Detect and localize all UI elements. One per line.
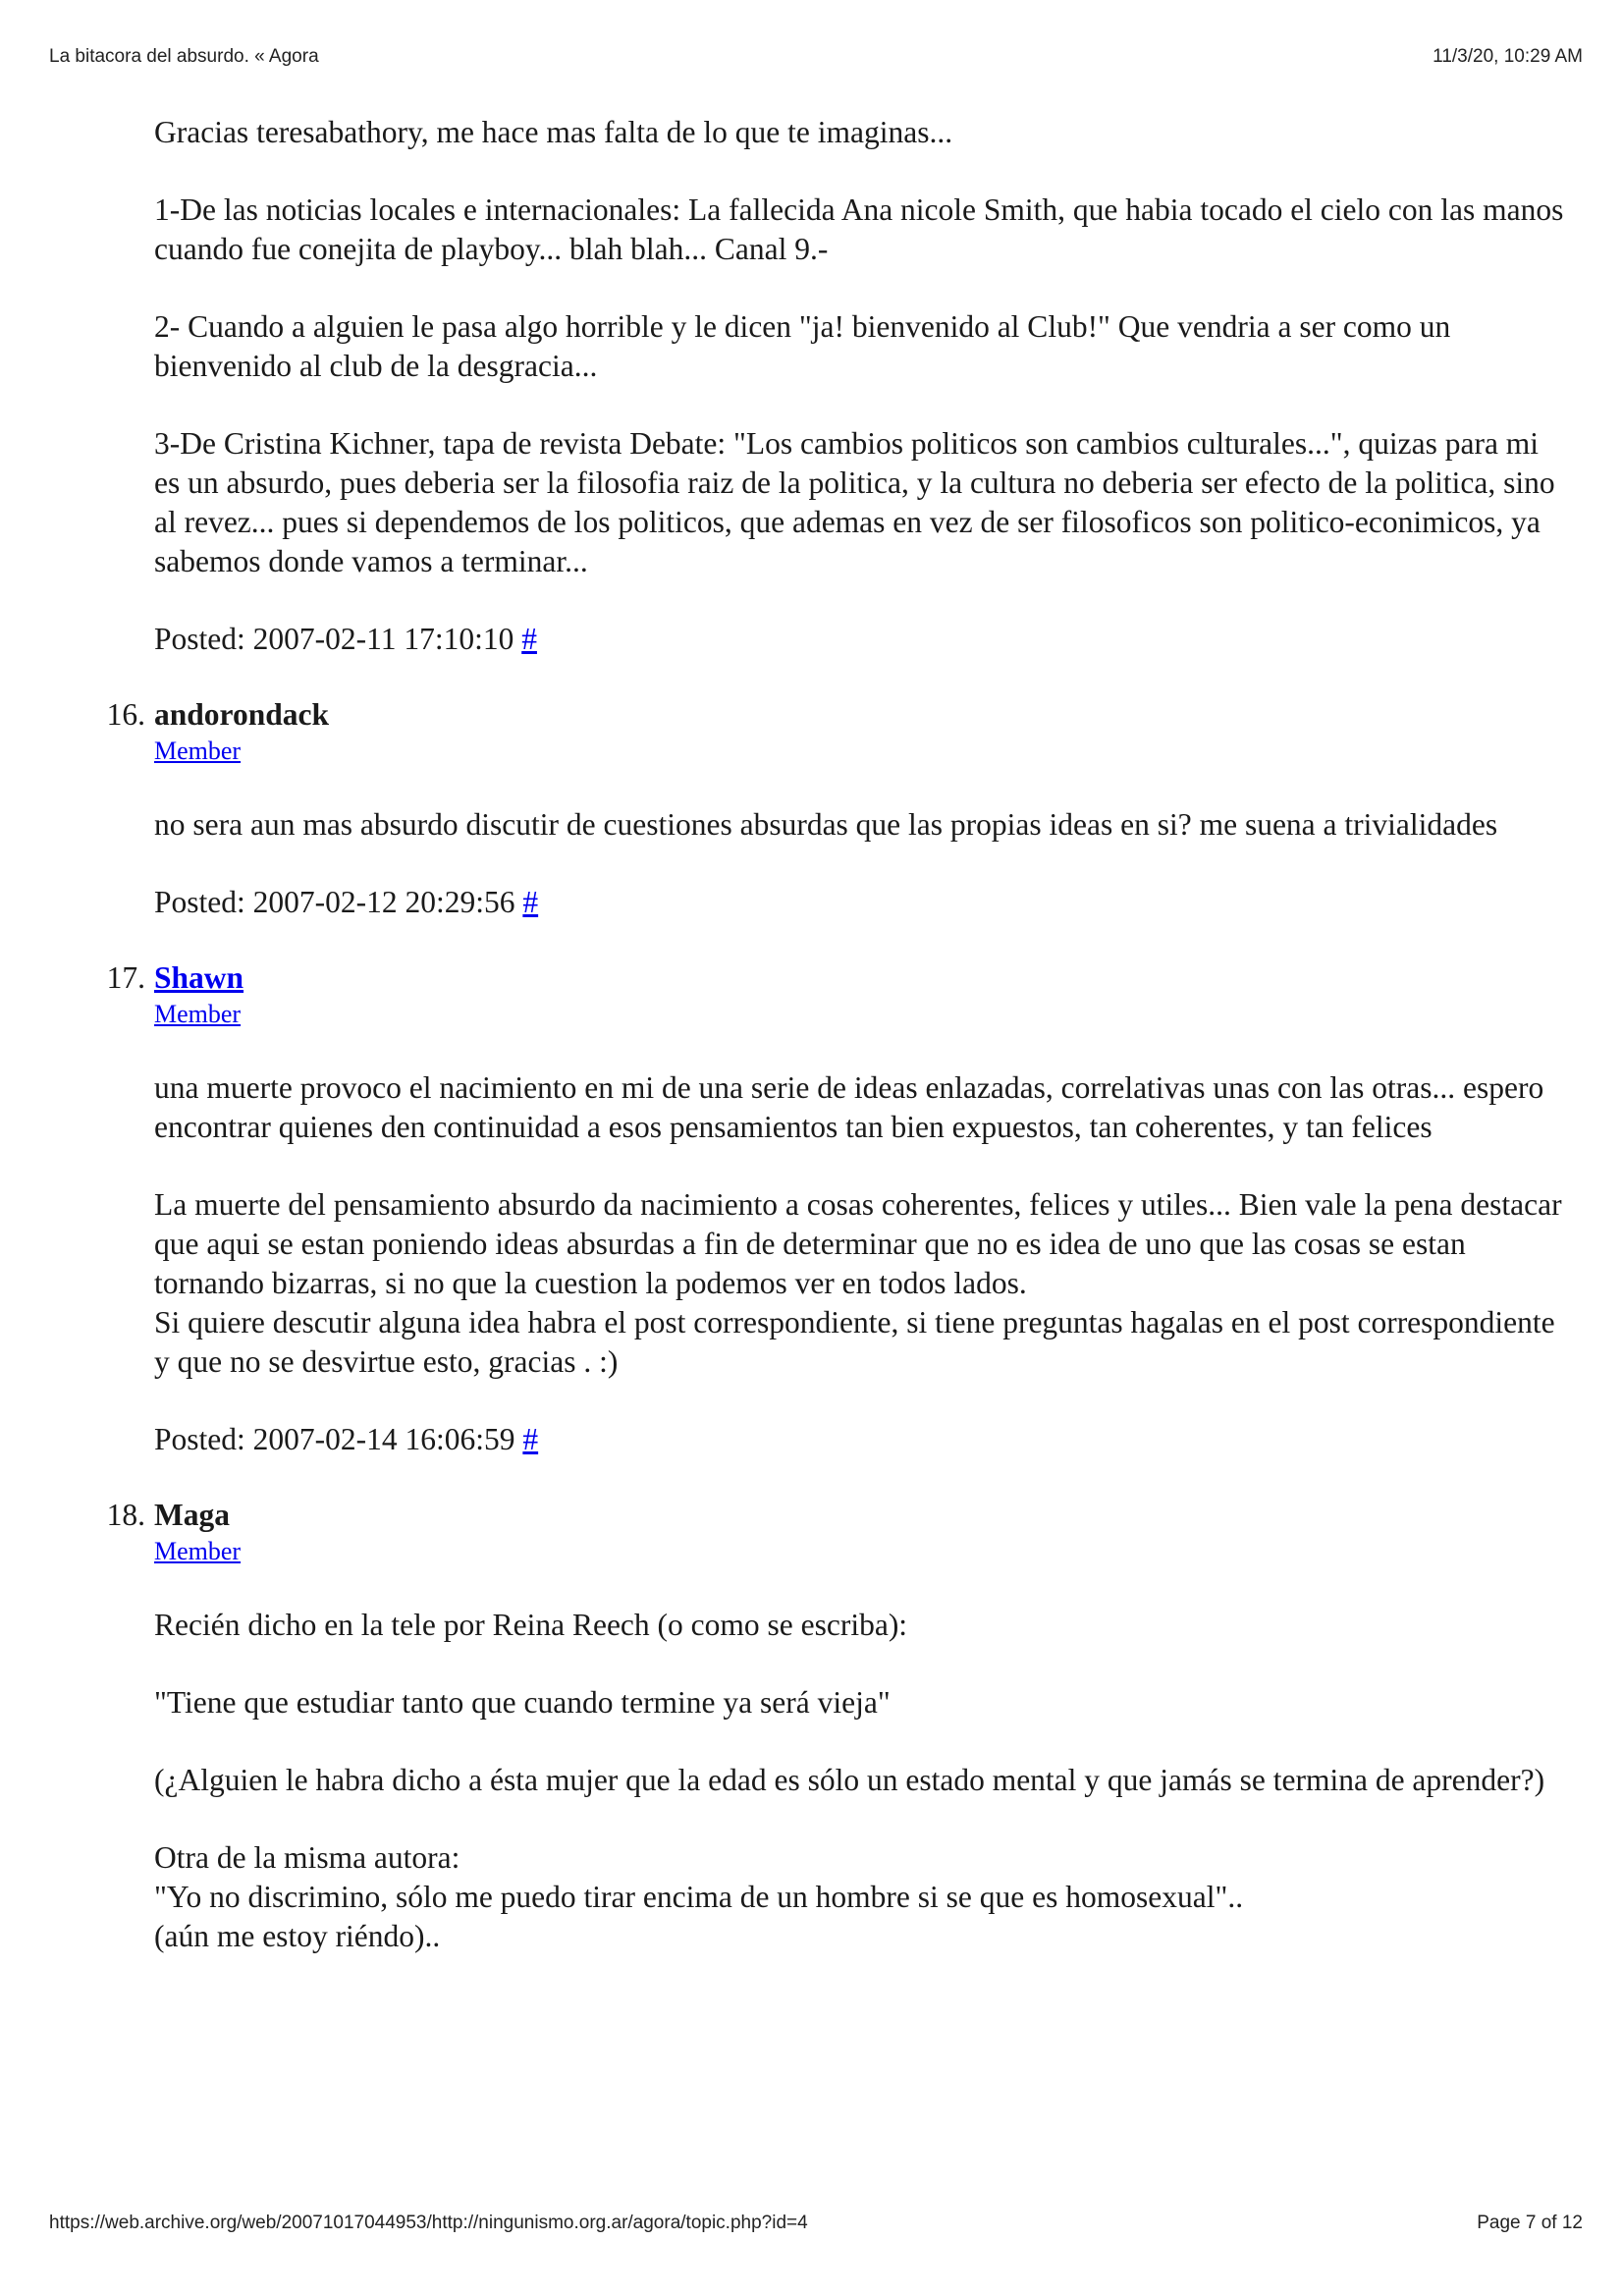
comment-paragraph: 1-De las noticias locales e internacionales: La fallecida Ana nicole Smith, que habia tocado el cielo con las manos cuando fue conejita de playboy... blah blah... Canal 9.- [154, 192, 1564, 266]
posted-text: Posted: 2007-02-11 17:10:10 [154, 622, 514, 656]
post-timestamp [154, 620, 1568, 659]
permalink-link[interactable]: # [522, 885, 539, 919]
comment-paragraph: (¿Alguien le habra dicho a ésta mujer que la edad es sólo un estado mental y que jamás se termina de aprender?) [154, 1763, 1545, 1797]
comment-paragraph: no sera aun mas absurdo discutir de cuestiones absurdas que las propias ideas en si? me suena a trivialidades [154, 807, 1498, 842]
comment-item [106, 1496, 1568, 1956]
post-timestamp [154, 883, 1568, 922]
comment-paragraph: Recién dicho en la tele por Reina Reech (o como se escriba): [154, 1608, 908, 1642]
comment-line: (aún me estoy riéndo).. [154, 1919, 441, 1953]
comment-paragraph: Gracias teresabathory, me hace mas falta de lo que te imaginas... [154, 115, 953, 149]
comment-number: 16. [106, 697, 145, 732]
member-role-link[interactable]: Member [154, 1537, 242, 1565]
posted-text: Posted: 2007-02-14 16:06:59 [154, 1422, 515, 1456]
comment-paragraph: una muerte provoco el nacimiento en mi de una serie de ideas enlazadas, correlativas unas con las otras... espero encontrar quienes den continuidad a esos pensamientos tan bien expuestos, tan coherentes, y tan felices [154, 1070, 1544, 1144]
member-role-link[interactable]: Member [154, 1000, 242, 1028]
print-footer [49, 2213, 1583, 2234]
comment-number: 18. [106, 1498, 145, 1532]
comment-line: "Yo no discrimino, sólo me puedo tirar encima de un hombre si se que es homosexual".. [154, 1880, 1244, 1914]
comment-author [154, 958, 1568, 998]
comment-continued [154, 113, 1568, 659]
comment-paragraph [154, 1838, 1568, 1956]
author-profile-link[interactable]: Shawn [154, 960, 244, 995]
comment-item [106, 958, 1568, 1459]
page-url: https://web.archive.org/web/20071017044953/http://ningunismo.org.ar/agora/topic.php?id=4 [49, 2213, 808, 2233]
print-datetime: 11/3/20, 10:29 AM [1433, 46, 1583, 67]
comment-line: Otra de la misma autora: [154, 1840, 460, 1875]
permalink-link[interactable]: # [521, 622, 537, 656]
comment-author: andorondack [154, 697, 329, 732]
page-title: La bitacora del absurdo. « Agora [49, 46, 319, 67]
page-number: Page 7 of 12 [1477, 2213, 1583, 2233]
comment-line: La muerte del pensamiento absurdo da nacimiento a cosas coherentes, felices y utiles... Bien vale la pena destacar que aqui se estan poniendo ideas absurdas a fin de determinar que no es idea de uno que las cosas se estan tornando bizarras, si no que la cuestion la podemos ver en todos lados. [154, 1187, 1562, 1300]
post-timestamp [154, 1420, 1568, 1459]
comment-item [106, 695, 1568, 922]
comment-line: Si quiere descutir alguna idea habra el post correspondiente, si tiene preguntas hagalas en el post correspondiente y que no se desvirtue esto, gracias . :) [154, 1305, 1555, 1379]
comment-paragraph: 3-De Cristina Kichner, tapa de revista Debate: "Los cambios politicos son cambios culturales...", quizas para mi es un absurdo, pues deberia ser la filosofia raiz de la politica, y la cultura no deberia ser efecto de la politica, sino al revez... pues si dependemos de los politicos, que ademas en vez de ser filosoficos son politico-econimicos, ya sabemos donde vamos a terminar... [154, 426, 1555, 578]
comment-number: 17. [106, 960, 145, 995]
topic-content [106, 113, 1568, 1995]
permalink-link[interactable]: # [522, 1422, 539, 1456]
comment-paragraph: 2- Cuando a alguien le pasa algo horrible y le dicen "ja! bienvenido al Club!" Que vendria a ser como un bienvenido al club de la desgracia... [154, 309, 1451, 383]
posted-text: Posted: 2007-02-12 20:29:56 [154, 885, 515, 919]
member-role-link[interactable]: Member [154, 737, 242, 765]
print-header [49, 46, 1583, 68]
comment-author: Maga [154, 1498, 230, 1532]
comment-paragraph [154, 1185, 1568, 1382]
comment-paragraph: "Tiene que estudiar tanto que cuando termine ya será vieja" [154, 1685, 891, 1720]
